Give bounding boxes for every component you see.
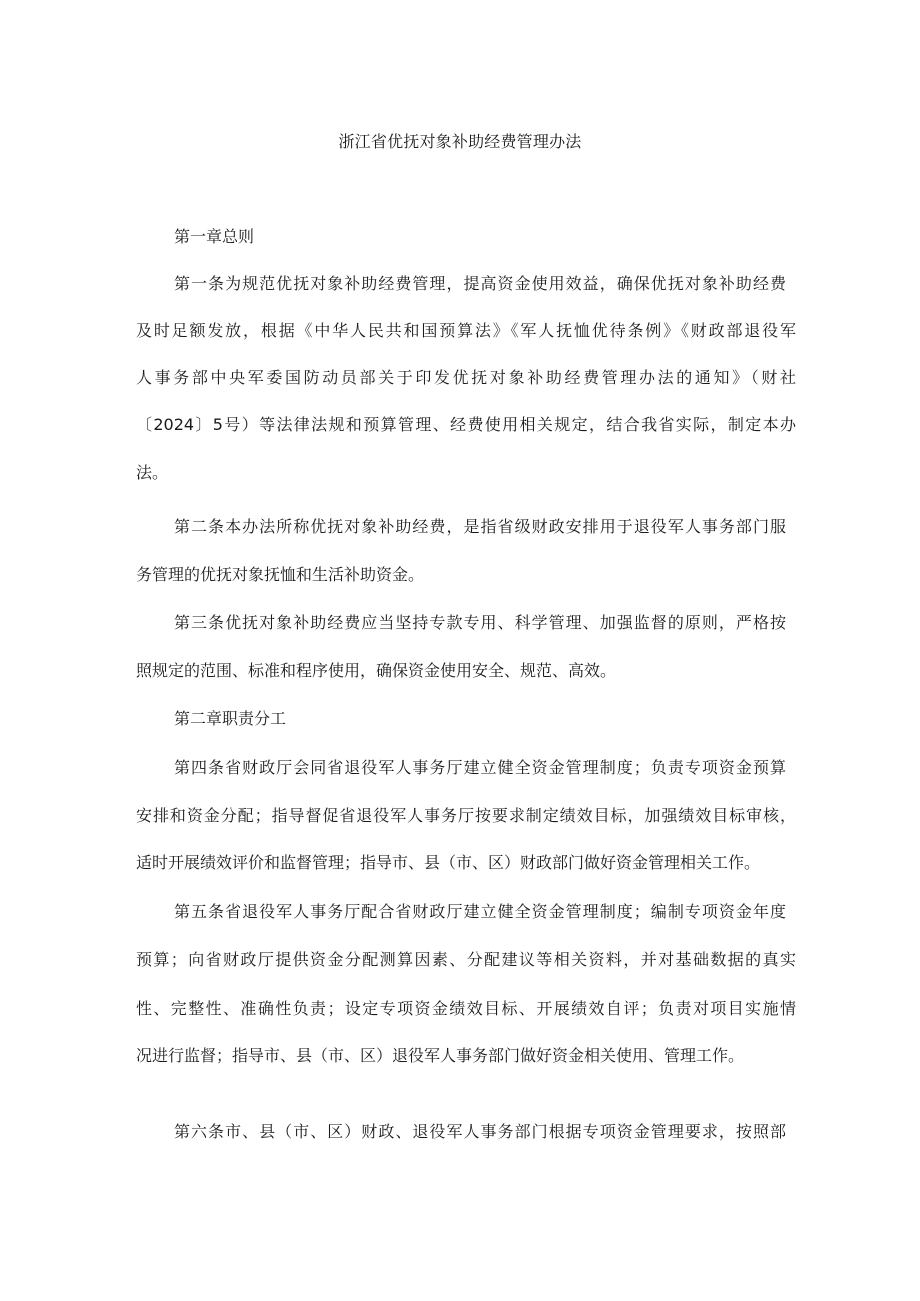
paragraph-line: 安排和资金分配；指导督促省退役军人事务厅按要求制定绩效目标，加强绩效目标审核， xyxy=(136,806,796,825)
paragraph-line: 适时开展绩效评价和监督管理；指导市、县（市、区）财政部门做好资金管理相关工作。 xyxy=(136,853,761,872)
paragraph-line: 法。 xyxy=(136,463,169,482)
paragraph-line: 第一条为规范优抚对象补助经费管理，提高资金使用效益，确保优抚对象补助经费 xyxy=(174,274,786,293)
paragraph-line: 第五条省退役军人事务厅配合省财政厅建立健全资金管理制度；编制专项资金年度 xyxy=(174,902,786,921)
paragraph-line: 预算；向省财政厅提供资金分配测算因素、分配建议等相关资料，并对基础数据的真实 xyxy=(136,950,796,969)
document-title: 浙江省优抚对象补助经费管理办法 xyxy=(338,132,582,151)
paragraph-line: 照规定的范围、标准和程序使用，确保资金使用安全、规范、高效。 xyxy=(136,661,617,680)
chapter-heading: 第一章总则 xyxy=(174,227,255,246)
paragraph-line: 第三条优抚对象补助经费应当坚持专款专用、科学管理、加强监督的原则，严格按 xyxy=(174,613,786,632)
paragraph-line: 性、完整性、准确性负责；设定专项资金绩效目标、开展绩效自评；负责对项目实施情 xyxy=(136,999,796,1018)
paragraph-line: 务管理的优抚对象抚恤和生活补助资金。 xyxy=(136,565,425,584)
paragraph-line: 〔2024〕5号）等法律法规和预算管理、经费使用相关规定，结合我省实际，制定本办 xyxy=(136,415,796,434)
paragraph-line: 第二条本办法所称优抚对象补助经费，是指省级财政安排用于退役军人事务部门服 xyxy=(174,517,786,536)
paragraph-line: 及时足额发放，根据《中华人民共和国预算法》《军人抚恤优待条例》《财政部退役军 xyxy=(136,321,796,340)
paragraph-line: 况进行监督；指导市、县（市、区）退役军人事务部门做好资金相关使用、管理工作。 xyxy=(136,1046,745,1065)
paragraph-line: 第四条省财政厅会同省退役军人事务厅建立健全资金管理制度；负责专项资金预算 xyxy=(174,758,786,777)
chapter-heading: 第二章职责分工 xyxy=(174,709,287,728)
paragraph-line: 第六条市、县（市、区）财政、退役军人事务部门根据专项资金管理要求，按照部 xyxy=(174,1122,786,1141)
paragraph-line: 人事务部中央军委国防动员部关于印发优抚对象补助经费管理办法的通知》（财社 xyxy=(136,368,796,387)
